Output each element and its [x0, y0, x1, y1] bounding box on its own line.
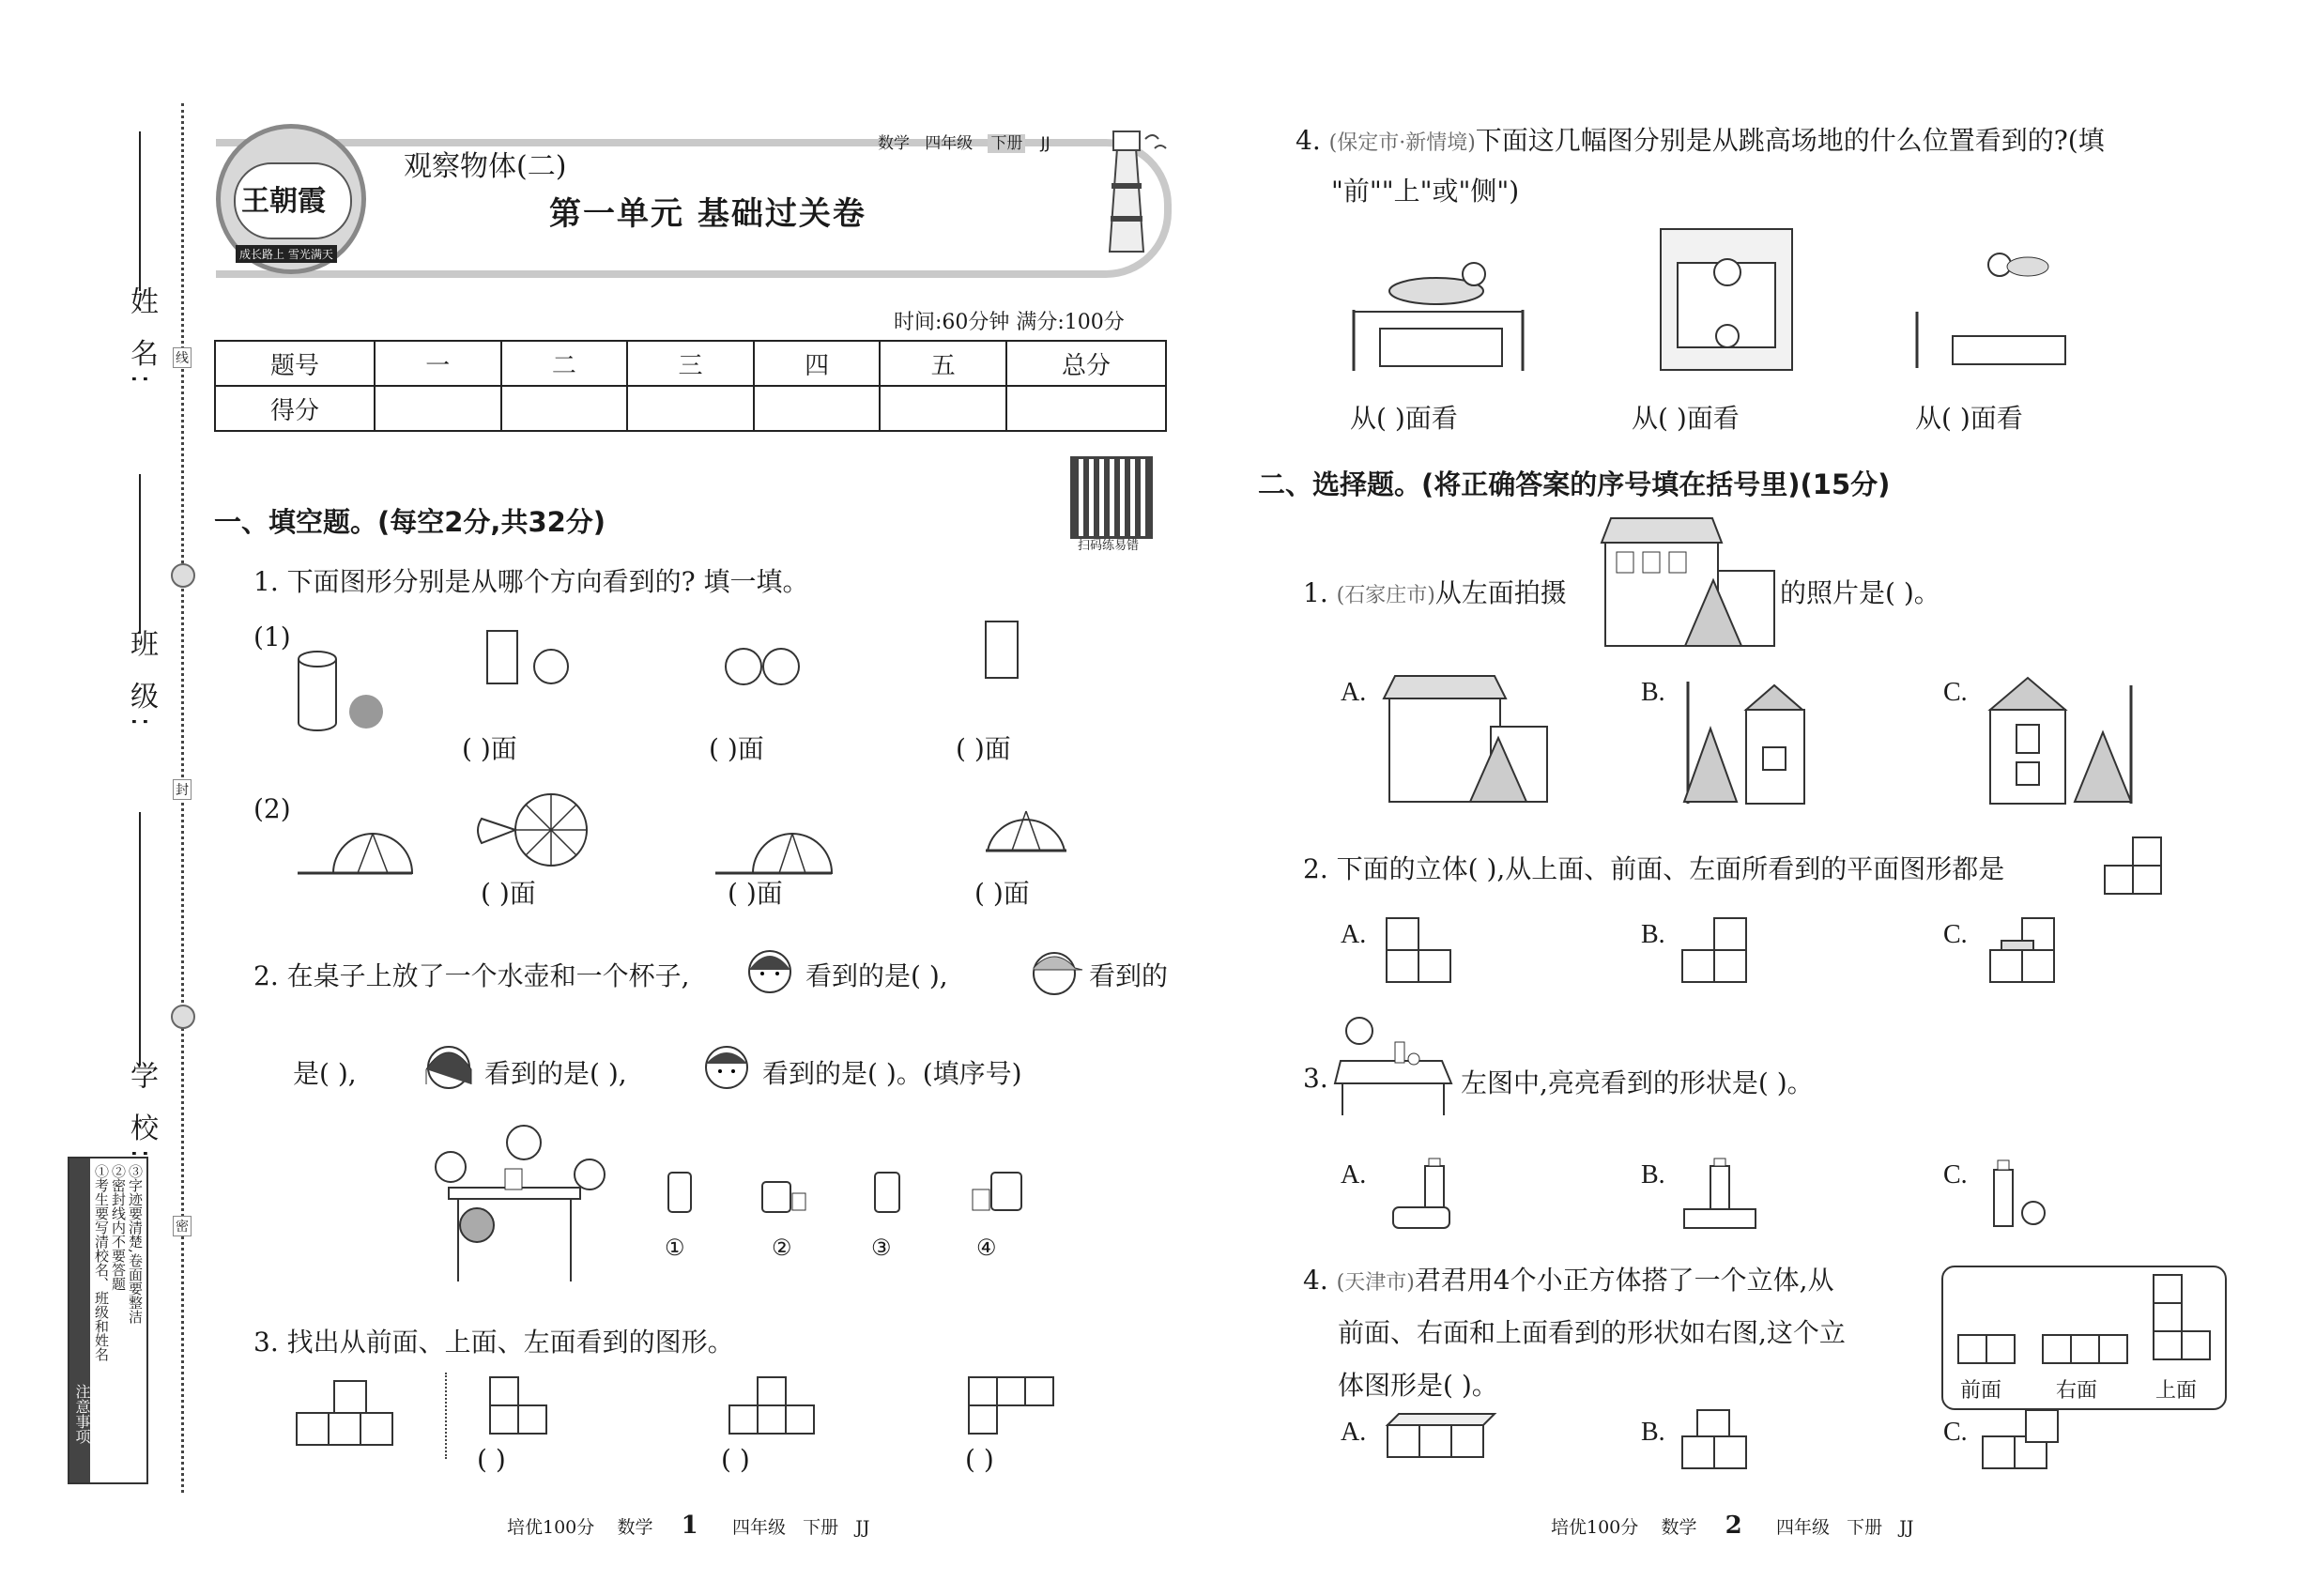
c4-text-1: 君君用4个小正方体搭了一个立体,从: [1414, 1265, 1834, 1296]
c4-top-view: [2152, 1273, 2217, 1367]
side-view-shape: [723, 646, 807, 693]
c4-option-c[interactable]: C.: [1943, 1418, 1968, 1447]
qr-code-icon[interactable]: [1070, 456, 1153, 539]
notice-box: [68, 1157, 148, 1484]
c2-option-a[interactable]: A.: [1341, 920, 1367, 949]
c4-option-a-cubes: [1386, 1412, 1498, 1468]
c1-option-c-image: [1971, 672, 2140, 813]
c1-text-b: 的照片是( )。: [1780, 577, 1940, 608]
c4-right-view: [2041, 1333, 2135, 1371]
q2-text-d: 是( ),: [293, 1058, 357, 1089]
score-input[interactable]: [501, 386, 628, 431]
class-line: [139, 474, 141, 634]
blank-paren[interactable]: ( ): [721, 1444, 750, 1475]
q4-blank-2[interactable]: 从( )面看: [1632, 403, 1740, 434]
c4-option-b-cubes: [1680, 1408, 1765, 1474]
blank-paren[interactable]: ( ): [965, 1444, 994, 1475]
q2-option-4: ④: [976, 1235, 997, 1261]
time-info: 时间:60分钟 满分:100分: [894, 311, 1125, 334]
table-cell: 题号: [215, 341, 375, 386]
table-row: [215, 386, 1166, 431]
high-jump-front-view: [1352, 253, 1530, 376]
footer-subject: 数学: [1661, 1517, 1697, 1538]
q2-text-c: 看到的: [1089, 960, 1169, 991]
cylinder-sphere-icon: [293, 648, 396, 742]
notice-item-3: ③字迹要清楚,卷面要整洁: [127, 1164, 144, 1324]
c4-label-top: 上面: [2155, 1379, 2198, 1403]
table-cell: 五: [880, 341, 1006, 386]
topic-label: 观察物体(二): [404, 150, 567, 183]
blank-face[interactable]: ( )面: [956, 733, 1011, 764]
lighthouse-icon: [1080, 120, 1173, 261]
cube-stack-icon: [293, 1375, 406, 1450]
front-view-shape: [483, 627, 577, 693]
c2-option-a-cubes: [1385, 913, 1479, 988]
c1-source-tag: (石家庄市): [1336, 584, 1435, 607]
top-view-shape: [984, 620, 1021, 685]
table-row: [215, 341, 1166, 386]
view-shape-b: [728, 1375, 821, 1441]
logo-text: 王朝霞: [241, 185, 326, 218]
binding-hole-icon: [171, 563, 195, 588]
boy-face-icon: [697, 1037, 759, 1094]
view-shape-c: [967, 1375, 1061, 1441]
c1-number: 1.: [1303, 577, 1337, 608]
class-label: 班 级:: [125, 629, 158, 734]
name-label: 姓 名:: [125, 286, 158, 391]
score-table: [214, 340, 1167, 432]
section2-heading: 二、选择题。(将正确答案的序号填在括号里)(15分): [1258, 468, 1891, 500]
c3-option-c-image: [1981, 1157, 2056, 1232]
c1-option-c[interactable]: C.: [1943, 678, 1968, 707]
notice-item-2: ②密封线内不要答题: [110, 1164, 127, 1291]
building-tree-scene: [1596, 514, 1784, 655]
c4-text-3: 体图形是( )。: [1338, 1370, 1498, 1401]
q2-option-2: ②: [772, 1235, 792, 1261]
table-cell: 三: [627, 341, 754, 386]
c2-l-shape: [2103, 836, 2178, 901]
c3-option-b-image: [1680, 1157, 1765, 1232]
table-cell: 四: [754, 341, 881, 386]
c1-option-b-image: [1680, 672, 1840, 813]
footer-grade: 四年级: [1776, 1517, 1831, 1538]
view-shape-a: [488, 1375, 554, 1441]
table-cell: 得分: [215, 386, 375, 431]
q4-source-tag: (保定市·新情境): [1328, 131, 1476, 155]
q4-text: 下面这几幅图分别是从跳高场地的什么位置看到的?(填: [1475, 125, 2105, 156]
blank-face[interactable]: ( )面: [709, 733, 764, 764]
girl-face-icon: [419, 1037, 481, 1094]
footer-volume: 下册: [1847, 1517, 1883, 1538]
c4-source-tag: (天津市): [1336, 1271, 1415, 1295]
q1-part1-label: (1): [253, 622, 291, 652]
q2-text-f: 看到的是( )。(填序号): [762, 1058, 1022, 1089]
blank-face[interactable]: ( )面: [728, 878, 783, 909]
tag-grade: 四年级: [925, 134, 974, 153]
q4-blank-3[interactable]: 从( )面看: [1915, 403, 2023, 434]
c4-number: 4.: [1303, 1265, 1337, 1296]
logo-icon: [216, 124, 366, 274]
c3-option-a[interactable]: A.: [1341, 1160, 1367, 1189]
c2-option-b-cubes: [1680, 913, 1774, 988]
c3-option-a-image: [1388, 1157, 1481, 1232]
c1-line: [1303, 573, 1567, 610]
blank-face[interactable]: ( )面: [481, 878, 536, 909]
blank-face[interactable]: ( )面: [974, 878, 1030, 909]
logo-slogan: 成长路上 雪光满天: [236, 245, 337, 263]
c3-option-b[interactable]: B.: [1641, 1160, 1665, 1189]
q2-option-1: ①: [665, 1235, 685, 1261]
footer-grade: 四年级: [732, 1517, 787, 1538]
table-cell: 二: [501, 341, 628, 386]
score-input[interactable]: [880, 386, 1006, 431]
c3-option-c[interactable]: C.: [1943, 1160, 1968, 1189]
blank-face[interactable]: ( )面: [462, 733, 517, 764]
c4-label-right: 右面: [2056, 1379, 2098, 1403]
footer-edition: JJ: [1899, 1517, 1914, 1538]
boy-cap-face-icon: [1026, 942, 1084, 998]
q4-line2: "前""上"或"侧"): [1331, 176, 1520, 207]
score-input[interactable]: [375, 386, 501, 431]
c4-label-front: 前面: [1960, 1379, 2002, 1403]
boy-at-table-illustration: [1331, 1014, 1453, 1117]
q4-line1: [1296, 120, 2105, 158]
q4-number: 4.: [1296, 125, 1329, 156]
blank-paren[interactable]: ( ): [477, 1444, 506, 1475]
kettle-views: [663, 1169, 1057, 1225]
c4-option-b[interactable]: B.: [1641, 1418, 1665, 1447]
cut-mark-3: 密: [173, 1216, 192, 1236]
c1-option-a[interactable]: A.: [1341, 678, 1367, 707]
c3-text: 左图中,亮亮看到的形状是( )。: [1461, 1067, 1814, 1098]
c2-option-c[interactable]: C.: [1943, 920, 1968, 949]
c2-text: 2. 下面的立体( ),从上面、前面、左面所看到的平面图形都是: [1303, 853, 2005, 884]
name-line: [139, 131, 141, 291]
cap-3d-icon: [296, 826, 418, 882]
binding-hole-icon: [171, 1005, 195, 1029]
score-input[interactable]: [754, 386, 881, 431]
footer-subject: 数学: [617, 1517, 653, 1538]
school-line: [139, 812, 141, 1066]
table-cell: 总分: [1006, 341, 1166, 386]
q2-option-3: ③: [871, 1235, 892, 1261]
cap-front-view: [984, 802, 1068, 858]
divider: [445, 1373, 447, 1459]
page-number: 1: [681, 1512, 698, 1540]
girl-face-icon: [742, 942, 800, 998]
c4-line1: [1303, 1260, 1834, 1297]
c4-views-box: [1941, 1266, 2227, 1410]
score-input[interactable]: [627, 386, 754, 431]
footer-left: [507, 1512, 870, 1540]
q1-part2-label: (2): [253, 793, 291, 824]
high-jump-side-view: [1915, 246, 2079, 377]
page-number: 2: [1725, 1512, 1742, 1540]
q4-blank-1[interactable]: 从( )面看: [1350, 403, 1458, 434]
children-at-table-illustration: [421, 1122, 608, 1291]
high-jump-top-view: [1657, 225, 1798, 376]
footer-edition: JJ: [855, 1517, 870, 1538]
c1-option-a-image: [1380, 672, 1558, 813]
cut-mark-1: 线: [173, 347, 192, 368]
score-input[interactable]: [1006, 386, 1166, 431]
c4-front-view: [1956, 1333, 2022, 1371]
c1-option-b[interactable]: B.: [1641, 678, 1665, 707]
c3-number: 3.: [1303, 1063, 1328, 1094]
q2-text-e: 看到的是( ),: [484, 1058, 627, 1089]
tag-subject: 数学: [878, 134, 910, 153]
cut-mark-2: 封: [173, 779, 192, 800]
notice-title: 注意事项: [73, 1384, 91, 1444]
q2-text-b: 看到的是( ),: [805, 960, 948, 991]
q1-text: 1. 下面图形分别是从哪个方向看到的? 填一填。: [253, 566, 809, 597]
page-title: 第一单元 基础过关卷: [549, 195, 866, 233]
c2-option-b[interactable]: B.: [1641, 920, 1665, 949]
c4-option-c-cubes: [1981, 1408, 2075, 1474]
footer-right: [1551, 1512, 1914, 1540]
section1-heading: 一、填空题。(每空2分,共32分): [214, 506, 606, 538]
footer-book: 培优100分: [1551, 1517, 1639, 1538]
cap-top-view: [474, 790, 591, 875]
table-cell: 一: [375, 341, 501, 386]
c4-option-a[interactable]: A.: [1341, 1418, 1367, 1447]
tag-edition: JJ: [1040, 134, 1050, 153]
footer-book: 培优100分: [507, 1517, 595, 1538]
tag-volume: 下册: [988, 134, 1025, 153]
header-tags: [878, 130, 1050, 153]
c2-option-c-cubes: [1988, 913, 2082, 988]
qr-caption: 扫码练易错: [1078, 539, 1140, 553]
c4-text-2: 前面、右面和上面看到的形状如右图,这个立: [1338, 1317, 1846, 1348]
notice-item-1: ①考生要写清校名、班级和姓名: [93, 1164, 110, 1361]
c1-text-a: 从左面拍摄: [1434, 577, 1567, 608]
q2-text-a: 2. 在桌子上放了一个水壶和一个杯子,: [253, 960, 690, 991]
school-label: 学 校:: [125, 1061, 158, 1166]
q3-text: 3. 找出从前面、上面、左面看到的图形。: [253, 1327, 734, 1358]
footer-volume: 下册: [803, 1517, 839, 1538]
